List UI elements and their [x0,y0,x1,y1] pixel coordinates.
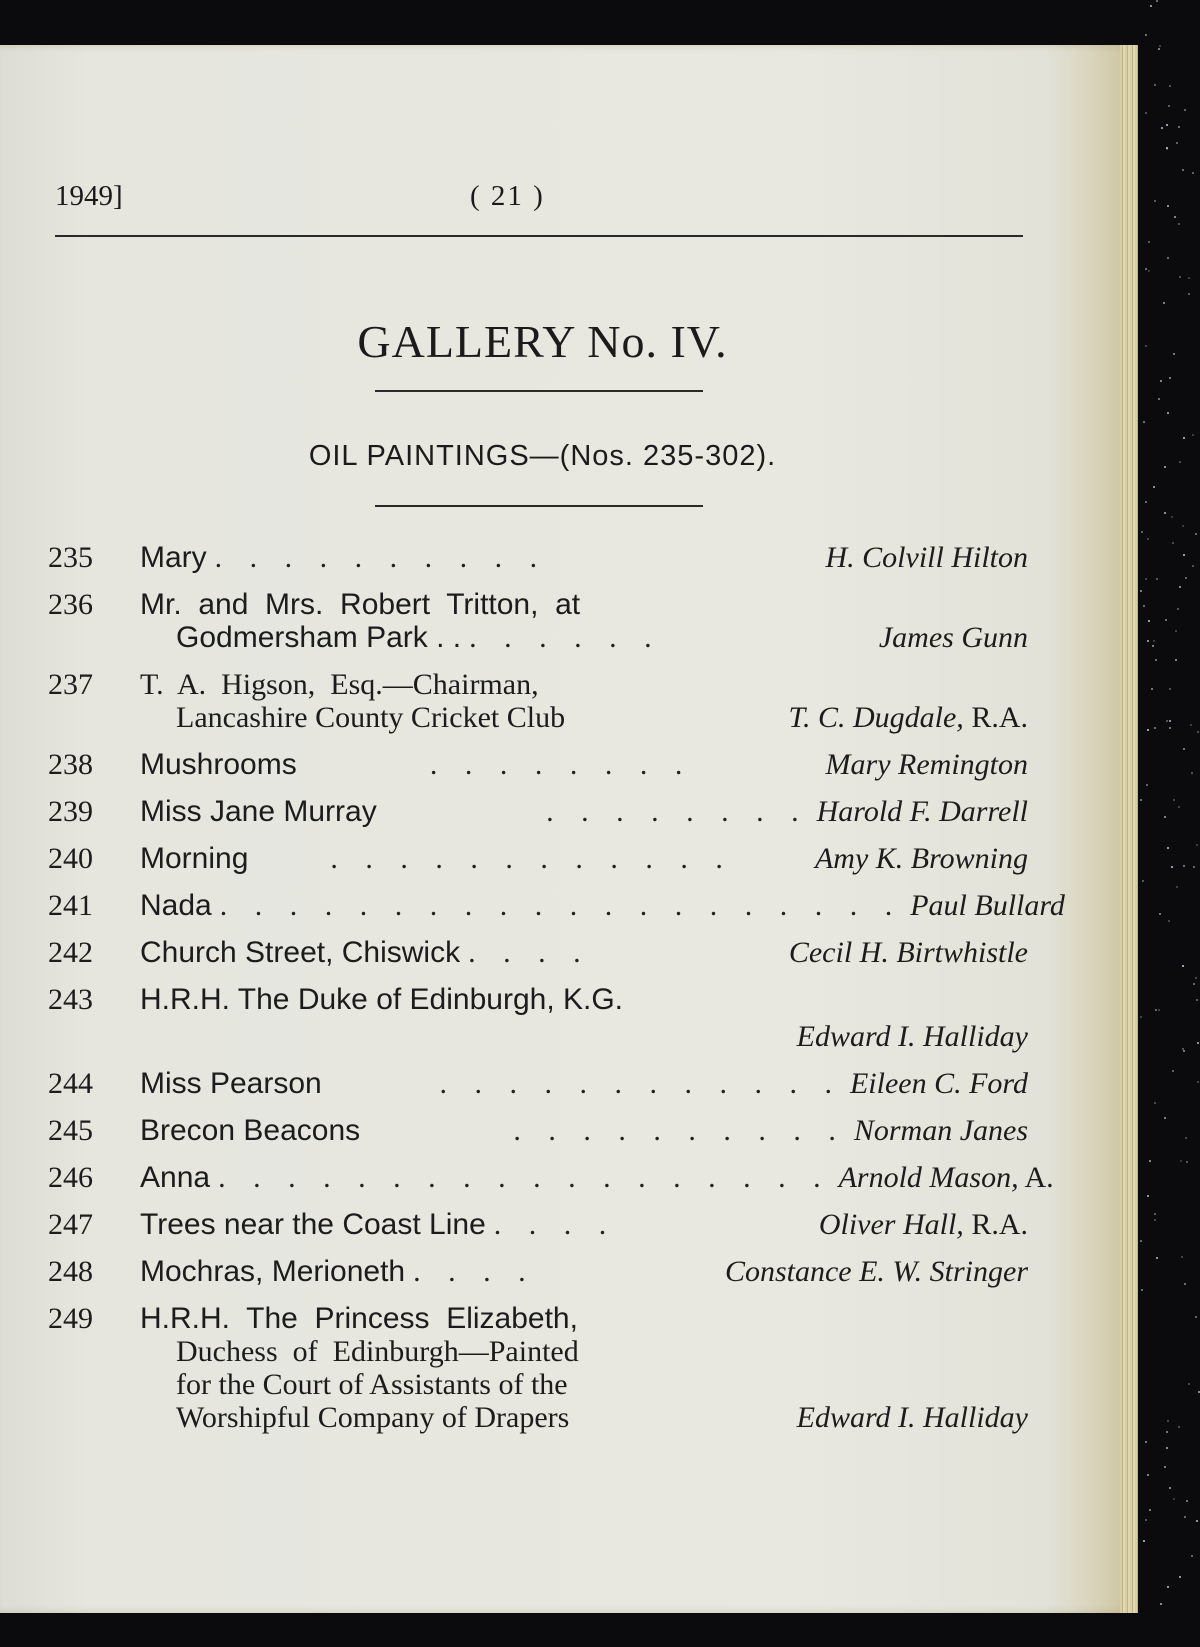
background-speck [1167,412,1169,414]
entry-title-line-2: Godmersham Park . . [176,621,462,654]
background-speck [1182,1048,1184,1050]
catalogue-list [48,540,1065,1447]
background-speck [1168,920,1170,922]
entry-number: 241 [48,889,93,922]
background-speck [1186,1500,1188,1502]
entry-artist: H. Colvill Hilton [825,541,1028,574]
catalogue-entry-243 [48,982,1028,1054]
background-speck [1140,590,1142,592]
background-speck [1178,1426,1180,1428]
entry-artist: Norman Janes [853,1114,1028,1147]
background-speck [1177,608,1179,610]
background-speck [1154,84,1156,86]
background-speck [1173,353,1175,355]
background-speck [1145,578,1147,580]
entry-number: 239 [48,795,93,828]
leader-dots: . . . . . . [469,621,662,654]
entry-artist: Harold F. Darrell [816,795,1028,828]
background-speck [1147,640,1149,642]
background-speck [1172,542,1174,544]
background-speck [1172,1070,1174,1072]
background-speck [1164,1117,1166,1119]
leader-dots: . . . . [493,1208,617,1241]
catalogue-entry-240 [48,841,1028,876]
background-speck [1169,377,1171,379]
entry-artist: Eileen C. Ford [849,1067,1028,1100]
entry-artist: Constance E. W. Stringer [724,1255,1028,1288]
leader-dots: . . . . . . . . . . . . . . . . . . . . [219,889,903,922]
entry-title: H.R.H. The Duke of Edinburgh, K.G. [140,983,624,1016]
artist-honours: A. [1024,1161,1054,1194]
book-page [0,45,1138,1613]
background-speck [1183,1050,1185,1052]
catalogue-entry-246 [48,1160,1054,1195]
entry-title-line-2: Lancashire County Cricket Club [176,701,566,734]
background-speck [1171,866,1173,868]
entry-number: 237 [48,668,93,701]
background-speck [1155,1009,1157,1011]
background-speck [1145,501,1147,503]
catalogue-entry-247 [48,1207,1028,1242]
background-speck [1175,630,1177,632]
background-speck [1197,731,1199,733]
background-speck [1166,147,1168,149]
title-rule [375,390,703,392]
entry-title: Mary [140,541,207,574]
background-speck [1145,1441,1147,1443]
background-speck [1166,1431,1168,1433]
background-speck [1150,5,1152,7]
background-speck [1158,1009,1160,1011]
background-speck [1178,806,1180,808]
entry-number: 249 [48,1302,93,1335]
background-speck [1178,126,1180,128]
page-edge [1120,45,1138,1613]
entry-artist: Paul Bullard [910,889,1065,922]
catalogue-entry-235 [48,540,1028,575]
background-speck [1184,1516,1186,1518]
background-speck [1195,977,1197,979]
background-speck [1180,1160,1182,1162]
background-speck [1147,1474,1149,1476]
background-speck [1143,1540,1145,1542]
background-speck [1159,45,1161,47]
catalogue-entry-245 [48,1113,1028,1148]
background-speck [1165,619,1167,621]
background-speck [1179,1576,1181,1578]
catalogue-entry-244 [48,1066,1028,1101]
leader-dots: . . . . . . . . . . [214,541,548,574]
background-speck [1179,586,1181,588]
entry-title: Morning [140,842,249,875]
background-speck [1164,816,1166,818]
entry-title-line-1: Mr. and Mrs. Robert Tritton, at [140,588,581,621]
entry-number: 248 [48,1255,93,1288]
background-speck [1196,1520,1198,1522]
background-speck [1166,720,1168,722]
entry-number: 236 [48,588,93,621]
background-speck [1145,1519,1147,1521]
background-speck [1169,688,1171,690]
background-speck [1188,293,1190,295]
background-speck [1168,105,1170,107]
background-speck [1167,847,1169,849]
background-speck [1145,34,1147,36]
entry-number: 244 [48,1067,93,1100]
background-speck [1190,724,1192,726]
background-speck [1145,268,1147,270]
background-speck [1161,127,1163,129]
entry-artist: Oliver Hall, [818,1208,964,1241]
background-speck [1142,880,1144,882]
background-speck [1173,799,1175,801]
gallery-title: GALLERY No. IV. [357,316,728,367]
leader-dots: . . . . [468,936,591,969]
background-speck [1176,142,1178,144]
background-speck [1166,124,1168,126]
background-speck [1153,640,1155,642]
entry-number: 245 [48,1114,93,1147]
background-speck [1153,486,1155,488]
background-speck [1169,727,1171,729]
entry-artist: Edward I. Halliday [796,1020,1028,1053]
entry-title: Anna [140,1161,211,1194]
background-speck [1160,380,1162,382]
background-speck [1143,421,1145,423]
section-rule [375,505,703,507]
entry-artist: Edward I. Halliday [796,1401,1028,1434]
background-speck [1167,257,1169,259]
catalogue-entry-249 [48,1301,1028,1435]
background-speck [1140,799,1142,801]
background-speck [1183,554,1185,556]
background-speck [1149,1160,1151,1162]
background-speck [1174,216,1176,218]
header-rule [55,235,1023,237]
background-speck [1145,345,1147,347]
background-speck [1145,112,1147,114]
leader-dots: . . . . . . . . . . . . . . . . . . [218,1161,831,1194]
background-speck [1197,1081,1199,1083]
background-speck [1188,277,1190,279]
background-speck [1147,538,1149,540]
background-speck [1186,1161,1188,1163]
header-year: 1949] [55,180,123,212]
background-speck [1166,1447,1168,1449]
entry-number: 235 [48,541,93,574]
background-speck [1192,434,1194,436]
background-speck [1195,533,1197,535]
background-speck [1169,720,1171,722]
background-speck [1182,965,1184,967]
background-speck [1191,1555,1193,1557]
running-header [55,180,1020,220]
entry-title: Miss Jane Murray [140,795,377,828]
catalogue-entry-239 [48,794,1028,829]
entry-title: Mushrooms [140,748,297,781]
artist-honours: R.A. [971,701,1028,734]
background-speck [1141,531,1143,533]
entry-title-line-1: H.R.H. The Princess Elizabeth, [140,1302,578,1335]
background-speck [1176,886,1178,888]
background-speck [1154,200,1156,202]
background-speck [1164,1466,1166,1468]
entry-title: Brecon Beacons [140,1114,361,1147]
entry-artist: James Gunn [878,621,1028,654]
entry-title-line-3: for the Court of Assistants of the [176,1368,568,1401]
background-speck [1184,109,1186,111]
entry-number: 242 [48,936,93,969]
entry-artist: T. C. Dugdale, [788,701,964,734]
background-speck [1151,688,1153,690]
leader-dots: . . . . . . . . . . . . [439,1067,842,1100]
background-speck [1156,1257,1158,1259]
background-speck [1160,1603,1162,1605]
background-speck [1141,1289,1143,1291]
background-speck [1146,784,1148,786]
entry-number: 238 [48,748,93,781]
entry-artist: Amy K. Browning [814,842,1028,875]
background-speck [1158,398,1160,400]
background-speck [1171,516,1173,518]
catalogue-entry-236 [48,587,1028,655]
artist-honours: R.A. [971,1208,1028,1241]
background-speck [1159,913,1161,915]
entry-title: Mochras, Merioneth [140,1255,406,1288]
entry-title-line-2: Duchess of Edinburgh—Painted [176,1335,579,1368]
background-speck [1183,748,1185,750]
catalogue-entry-242 [48,935,1028,970]
background-speck [1152,645,1154,647]
background-speck [1154,1213,1156,1215]
background-speck [1154,727,1156,729]
background-speck [1198,1391,1200,1393]
entry-title-line-1: T. A. Higson, Esq.—Chairman, [140,668,539,701]
background-speck [1192,565,1194,567]
background-speck [1147,1195,1149,1197]
background-speck [1179,276,1181,278]
catalogue-entry-241 [48,888,1065,923]
background-speck [1181,1256,1183,1258]
entry-artist: Cecil H. Birtwhistle [788,936,1028,969]
background-speck [1193,983,1195,985]
background-speck [1191,772,1193,774]
background-speck [1193,866,1195,868]
background-speck [1155,659,1157,661]
background-speck [1173,1498,1175,1500]
entry-artist: Mary Remington [825,748,1028,781]
background-speck [1195,1316,1197,1318]
background-speck [1188,1383,1190,1385]
background-speck [1197,1042,1199,1044]
leader-dots: . . . . . . . . [429,748,693,781]
background-speck [1178,223,1180,225]
background-speck [1183,437,1185,439]
background-speck [1169,85,1171,87]
background-speck [1154,1102,1156,1104]
leader-dots: . . . . . . . . [546,795,809,828]
entry-title: Miss Pearson [140,1067,322,1100]
background-speck [1185,1137,1187,1139]
background-speck [1140,1240,1142,1242]
background-speck [1179,461,1181,463]
background-speck [1196,999,1198,1001]
section-title: OIL PAINTINGS—(Nos. 235-302). [308,440,777,472]
background-speck [1163,302,1165,304]
leader-dots: . . . . . . . . . . . . [330,842,733,875]
background-speck [1175,659,1177,661]
background-speck [1183,865,1185,867]
background-speck [1167,1586,1169,1588]
background-speck [1164,512,1166,514]
background-speck [1156,578,1158,580]
entry-title: Nada [140,889,212,922]
leader-dots: . . . . [413,1255,536,1288]
entry-number: 246 [48,1161,93,1194]
background-speck [1185,577,1187,579]
background-speck [1196,844,1198,846]
background-speck [1167,205,1169,207]
background-speck [1182,169,1184,171]
background-speck [1149,1509,1151,1511]
background-speck [1148,241,1150,243]
background-speck [1140,1016,1142,1018]
background-speck [1154,1219,1156,1221]
leader-dots: . . . . . . . . . . [513,1114,846,1147]
entry-title: Church Street, Chiswick [140,936,461,969]
background-speck [1158,48,1160,50]
background-speck [1156,0,1158,2]
background-speck [1167,1420,1169,1422]
entry-title: Trees near the Coast Line [140,1208,486,1241]
entry-number: 240 [48,842,93,875]
background-speck [1184,1283,1186,1285]
catalogue-entry-237 [48,667,1028,735]
entry-number: 243 [48,983,93,1016]
background-speck [1164,466,1166,468]
catalogue-entry-238 [48,747,1028,782]
catalogue-entry-248 [48,1254,1028,1289]
background-speck [1148,270,1150,272]
page-number: ( 21 ) [470,180,545,212]
background-speck [1192,172,1194,174]
background-speck [1147,729,1149,731]
background-speck [1182,525,1184,527]
entry-number: 247 [48,1208,93,1241]
background-speck [1169,1487,1171,1489]
entry-title-line-4: Worshipful Company of Drapers [176,1401,570,1434]
entry-artist: Arnold Mason, [838,1161,1019,1194]
background-speck [1143,605,1145,607]
background-speck [1148,620,1150,622]
